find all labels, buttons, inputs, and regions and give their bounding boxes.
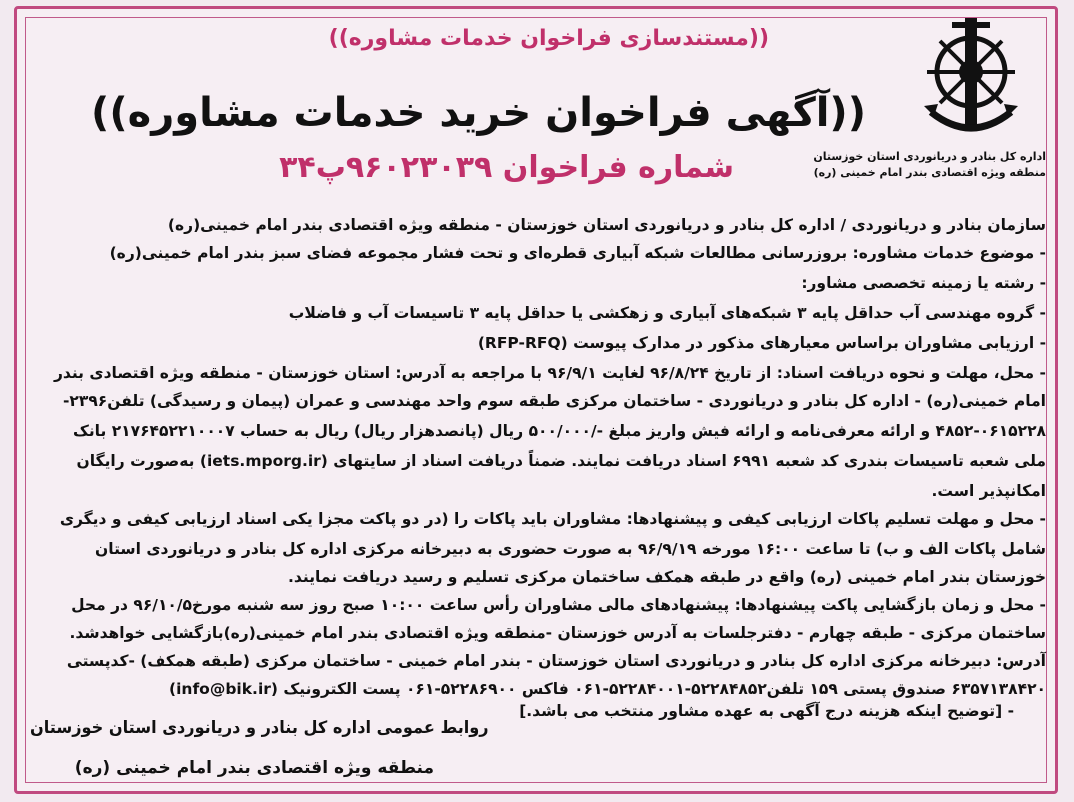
signature-line2: منطقه ویژه اقتصادی بندر امام خمینی (ره) bbox=[74, 758, 434, 778]
body-line: - ارزیابی مشاوران براساس معیارهای مذکور در مدارک پیوست (RFP-RFQ) bbox=[477, 334, 1046, 352]
body-line: امکانپذیر است. bbox=[931, 482, 1046, 500]
body-line: ساختمان مرکزی - طبقه چهارم - دفترجلسات به آدرس خوزستان -منطقه ویژه اقتصادی بندر امام خمینی(ره)بازگشایی خواهدشد. bbox=[69, 624, 1046, 642]
body-line: ۴۸۵۲-۰۶۱۵۲۲۸ و ارائه معرفی‌نامه و ارائه فیش واریز مبلغ -/۵۰۰/۰۰۰ ریال (پانصدهزار ریال) ریال به حساب ۲۱۷۶۴۵۲۲۱۰۰۰۷ بانک bbox=[72, 422, 1046, 440]
body-line: - رشته یا زمینه تخصصی مشاور: bbox=[801, 274, 1046, 292]
body-line: سازمان بنادر و دریانوردی / اداره کل بنادر و دریانوردی استان خوزستان - منطقه ویژه اقتصادی بندر امام خمینی(ره) bbox=[167, 216, 1046, 234]
body-line: امام خمینی(ره) - اداره کل بنادر و دریانوردی - ساختمان مرکزی طبقه سوم واحد مهندسی و عمران (پیمان و رسیدگی) تلفن۲۳۹۶- bbox=[62, 392, 1046, 410]
body-line: - گروه مهندسی آب حداقل پایه ۳ شبکه‌های آبیاری و زهکشی یا حداقل پایه ۳ تاسیسات آب و فاضلاب bbox=[288, 304, 1046, 322]
body-line: - محل و مهلت تسلیم پاکات ارزیابی کیفی و پیشنهادها: مشاوران باید پاکات را (در دو پاکت مجزا یکی اسناد ارزیابی کیفی و دیگری bbox=[59, 510, 1046, 528]
signature-line1: روابط عمومی اداره کل بنادر و دریانوردی استان خوزستان bbox=[30, 718, 489, 738]
body-note: - [توضیح اینکه هزینه درج آگهی به عهده مشاور منتخب می باشد.] bbox=[519, 702, 1014, 720]
logo-caption-line1: اداره کل بنادر و دریانوردی استان خوزستان bbox=[813, 150, 1046, 163]
anchor-wheel-emblem-icon bbox=[916, 14, 1026, 144]
body-line: ۶۳۵۷۱۳۸۴۲۰ صندوق پستی ۱۵۹ تلفن۵۲۲۸۴۸۵۲-۵۲۲۸۴۰۰۱-۰۶۱ فاکس ۵۲۲۸۶۹۰۰-۰۶۱ پست الکترونیک (info@bik.ir) bbox=[169, 680, 1046, 698]
body-line: - موضوع خدمات مشاوره: بروزرسانی مطالعات شبکه آبیاری قطره‌ای و تحت فشار مجموعه فضای سبز بندر امام خمینی(ره) bbox=[109, 244, 1046, 262]
ad-subtitle: ((مستندسازی فراخوان خدمات مشاوره)) bbox=[328, 26, 769, 51]
body-line: خوزستان بندر امام خمینی (ره) واقع در طبقه همکف ساختمان مرکزی تسلیم و رسید دریافت نمایند. bbox=[288, 568, 1046, 586]
ad-title: ((آگهی فراخوان خرید خدمات مشاوره)) bbox=[91, 90, 866, 136]
body-line: آدرس: دبیرخانه مرکزی اداره کل بنادر و دریانوردی استان خوزستان - بندر امام خمینی - ساختمان مرکزی (طبقه همکف) -کدپستی bbox=[66, 652, 1046, 670]
body-line: - محل، مهلت و نحوه دریافت اسناد: از تاریخ ۹۶/۸/۲۴ لغایت ۹۶/۹/۱ با مراجعه به آدرس: استان خوزستان - منطقه ویژه اقتصادی بندر bbox=[53, 364, 1046, 382]
body-line: - محل و زمان بازگشایی پاکت پیشنهادها: پیشنهادهای مالی مشاوران رأس ساعت ۱۰:۰۰ صبح روز سه شنبه مورخ۹۶/۱۰/۵ در محل bbox=[71, 596, 1046, 614]
logo-caption-line2: منطقه ویژه اقتصادی بندر امام خمینی (ره) bbox=[813, 166, 1046, 179]
body-line: شامل پاکات الف و ب) تا ساعت ۱۶:۰۰ مورخه ۹۶/۹/۱۹ به صورت حضوری به دبیرخانه مرکزی اداره کل بنادر و دریانوردی استان bbox=[95, 540, 1046, 558]
organization-logo bbox=[813, 14, 1046, 184]
tender-number: شماره فراخوان ۹۶۰۲۳۰۳۹پ۳۴ bbox=[279, 150, 734, 185]
body-line: ملی شعبه تاسیسات بندری کد شعبه ۶۹۹۱ اسناد دریافت نمایند. ضمناً دریافت اسناد از سایتهای (iets.mporg.ir) به‌صورت رایگان bbox=[76, 452, 1046, 470]
